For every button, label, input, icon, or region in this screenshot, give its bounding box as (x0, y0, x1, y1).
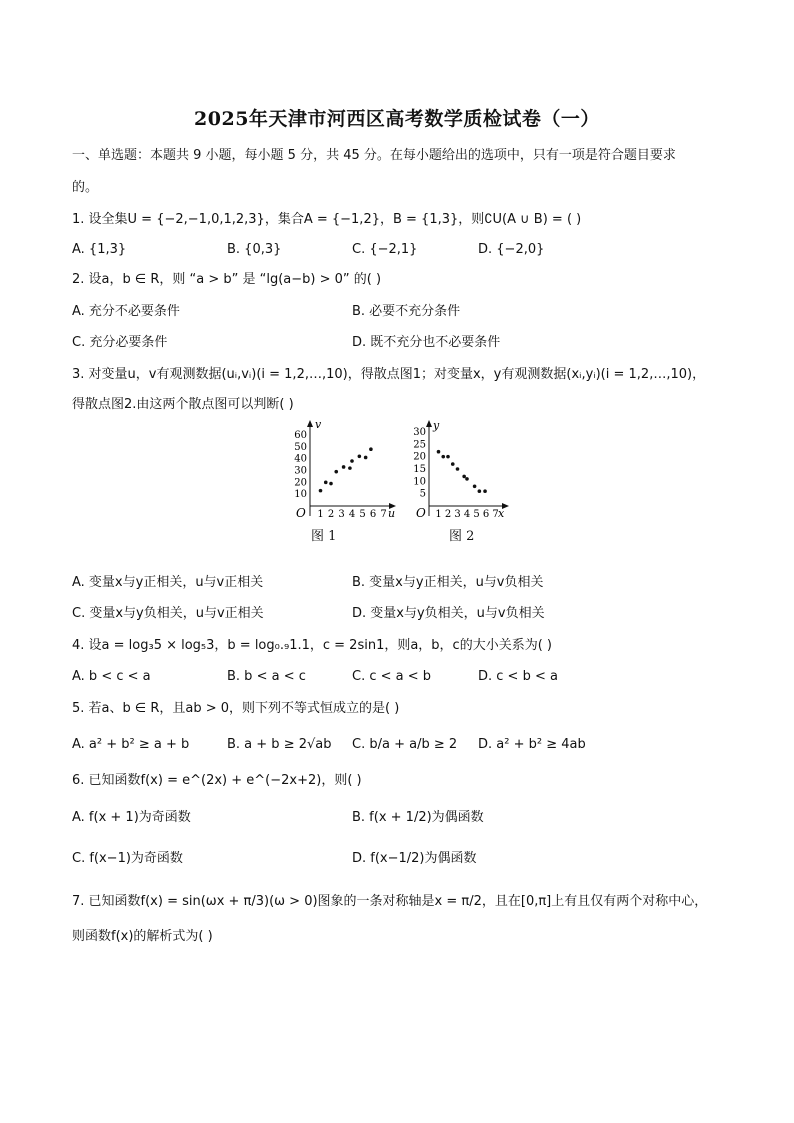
fig2-data-point (483, 489, 487, 493)
q1-option-c: C. {−2,1} (352, 242, 418, 257)
fig2-y-tick-label: 15 (413, 464, 426, 475)
fig1-x-tick-label: 2 (327, 509, 335, 520)
fig1-x-tick-label: 1 (317, 509, 324, 520)
fig1-y-arrow (307, 420, 313, 427)
q5-option-b: B. a + b ≥ 2√ab (227, 737, 332, 752)
question-4-stem: 4. 设a = log₃5 × log₅3，b = log₀.₉1.1，c = 2sin1，则a，b，c的大小关系为( ) (72, 638, 552, 653)
q4-option-b: B. b < a < c (227, 669, 306, 684)
q5-option-d: D. a² + b² ≥ 4ab (478, 737, 586, 752)
fig2-y-label: y (433, 419, 440, 432)
fig1-y-tick-label: 10 (294, 489, 307, 501)
figure-1-caption: 图 1 (311, 529, 337, 544)
fig2-y-tick-label: 5 (419, 488, 426, 500)
section-instructions-cont: 的。 (72, 180, 99, 195)
fig1-x-tick-label: 6 (369, 509, 377, 520)
fig2-data-point (473, 484, 477, 488)
fig2-y-tick-label: 10 (413, 476, 426, 488)
q6-option-a: A. f(x + 1)为奇函数 (72, 810, 191, 825)
q3-option-d: D. 变量x与y负相关，u与v负相关 (352, 606, 545, 621)
fig1-x-tick-label: 5 (359, 509, 366, 520)
q4-option-d: D. c < b < a (478, 669, 558, 684)
question-7-stem: 7. 已知函数f(x) = sin(ωx + π/3)(ω > 0)图象的一条对称轴是x = π/2，且在[0,π]上有且仅有两个对称中心， (72, 894, 708, 909)
fig2-data-point (478, 489, 482, 493)
q3-option-a: A. 变量x与y正相关，u与v正相关 (72, 575, 264, 590)
fig1-y-tick-label: 40 (294, 453, 307, 465)
section-instructions: 一、单选题：本题共 9 小题，每小题 5 分，共 45 分。在每小题给出的选项中，只有一项是符合题目要求 (72, 148, 676, 163)
fig2-x-tick-label: 6 (482, 509, 490, 520)
q2-option-c: C. 充分必要条件 (72, 335, 168, 350)
fig1-data-point (329, 482, 333, 486)
question-3-stem: 3. 对变量u，v有观测数据(uᵢ,vᵢ)(i = 1,2,…,10)，得散点图1；对变量x，y有观测数据(xᵢ,yᵢ)(i = 1,2,…,10)， (72, 367, 706, 382)
q1-option-a: A. {1,3} (72, 242, 127, 257)
fig2-x-tick-label: 5 (473, 509, 480, 520)
question-5-stem: 5. 若a、b ∈ R，且ab > 0，则下列不等式恒成立的是( ) (72, 701, 400, 716)
fig2-data-point (451, 462, 455, 466)
fig1-y-tick-label: 20 (294, 477, 307, 489)
fig2-x-tick-label: 7 (492, 509, 499, 520)
fig1-data-point (369, 447, 373, 451)
fig1-y-label: v (315, 418, 322, 431)
question-3-stem-cont: 得散点图2.由这两个散点图可以判断( ) (72, 397, 294, 412)
fig1-origin: O (296, 506, 306, 520)
q5-option-c: C. b/a + a/b ≥ 2 (352, 737, 458, 752)
q3-option-c: C. 变量x与y负相关，u与v正相关 (72, 606, 264, 621)
q6-option-c: C. f(x−1)为奇函数 (72, 851, 183, 866)
fig1-data-point (364, 456, 368, 460)
q2-option-a: A. 充分不必要条件 (72, 304, 180, 319)
fig1-y-tick-label: 30 (294, 465, 307, 477)
q5-option-a: A. a² + b² ≥ a + b (72, 737, 190, 752)
q6-option-b: B. f(x + 1/2)为偶函数 (352, 810, 484, 825)
fig1-data-point (348, 466, 352, 470)
question-6-stem: 6. 已知函数f(x) = e^(2x) + e^(−2x+2)，则( ) (72, 773, 362, 788)
question-2-stem: 2. 设a，b ∈ R，则 “a > b” 是 “lg(a−b) > 0” 的( ) (72, 272, 382, 287)
fig2-data-point (465, 477, 469, 481)
fig2-data-point (462, 475, 466, 479)
fig1-data-point (342, 465, 346, 469)
figure-2-caption: 图 2 (449, 529, 475, 544)
q3-option-b: B. 变量x与y正相关，u与v负相关 (352, 575, 544, 590)
q2-option-d: D. 既不充分也不必要条件 (352, 335, 501, 350)
scatter-plot-2 (410, 418, 510, 523)
fig1-x-tick-label: 3 (338, 509, 345, 520)
scatter-plot-1 (282, 418, 397, 523)
fig2-y-tick-label: 25 (413, 439, 426, 451)
q1-option-d: D. {−2,0} (478, 242, 545, 257)
fig1-data-point (358, 455, 362, 459)
q4-option-a: A. b < c < a (72, 669, 151, 684)
fig2-data-point (441, 455, 445, 459)
fig2-x-tick-label: 3 (454, 509, 461, 520)
fig2-y-arrow (426, 420, 432, 427)
fig1-data-point (334, 470, 338, 474)
fig1-y-tick-label: 50 (294, 441, 307, 453)
q6-option-d: D. f(x−1/2)为偶函数 (352, 851, 477, 866)
fig2-origin: O (416, 506, 426, 520)
page-title: 2025年天津市河西区高考数学质检试卷（一） (194, 108, 600, 130)
fig1-data-point (350, 459, 354, 463)
fig2-y-tick-label: 30 (413, 427, 426, 438)
fig2-y-tick-label: 20 (413, 451, 426, 463)
fig2-data-point (456, 467, 460, 471)
fig2-x-tick-label: 2 (444, 509, 452, 520)
question-7-stem-cont: 则函数f(x)的解析式为( ) (72, 929, 213, 944)
q1-option-b: B. {0,3} (227, 242, 282, 257)
fig1-data-point (324, 481, 328, 485)
fig1-data-point (319, 489, 323, 493)
q4-option-c: C. c < a < b (352, 669, 432, 684)
fig1-x-tick-label: 4 (348, 509, 356, 520)
fig1-x-tick-label: 7 (380, 509, 387, 520)
fig1-x-label: u (388, 507, 396, 520)
fig2-x-tick-label: 1 (435, 509, 442, 520)
q2-option-b: B. 必要不充分条件 (352, 304, 461, 319)
fig1-y-tick-label: 60 (294, 430, 307, 441)
fig2-x-tick-label: 4 (463, 509, 471, 520)
fig2-data-point (446, 455, 450, 459)
fig2-data-point (437, 450, 441, 454)
fig2-x-label: x (498, 507, 505, 520)
question-1-stem: 1. 设全集U = {−2,−1,0,1,2,3}，集合A = {−1,2}，B = {1,3}，则∁U(A ∪ B) = ( ) (72, 212, 582, 227)
